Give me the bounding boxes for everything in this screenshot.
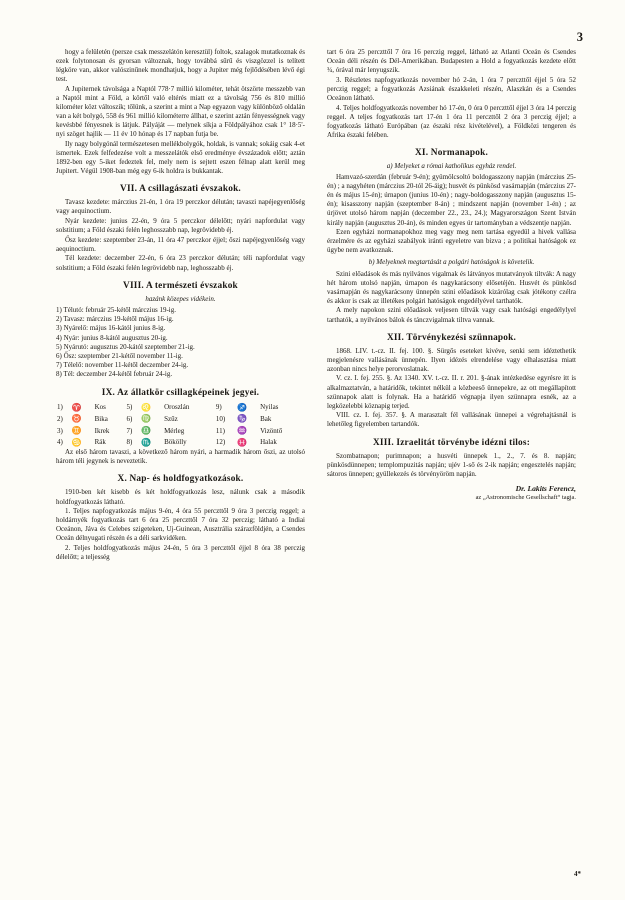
section-heading-12: XII. Törvénykezési szünnapok. [386, 332, 517, 343]
paragraph: Szini előadások és más nyilvános vigalmak és látványos mutatványok tiltvák: A nagy hét három utolsó napján, úrnapon és nagykarácsony elősetéjén. Husvét és pünkösd vasárnapján és nagykarácsony ünnepén szini előadások kizárólag csak jótékony czélra és akkor is csak az illetékes polgári hatóságok engedélyével tarthatók. [327, 269, 576, 305]
zodiac-name: Bika [94, 415, 108, 424]
paragraph: A mely napokon szini előadások veljesen tiltvák vagy csak hatósági engedélylyel tarthatók, a nyilvános bálok és tánczvigalmak tiltva vannak. [327, 306, 576, 324]
zodiac-name: Rák [94, 438, 106, 447]
list-item: 5) Nyárutó: augusztus 20-kától szeptember 21-ig. [56, 342, 195, 351]
taurus-icon: ♉ [71, 414, 82, 424]
zodiac-name: Szűz [164, 415, 178, 424]
section-heading-13: XIII. Izraelitát törvénybe idézni tilos: [373, 437, 530, 448]
zodiac-num: 10) [215, 415, 226, 424]
paragraph: Ősz kezdete: szeptember 23-án, 11 óra 47 perczkor éjjel; őszi napéjegyenlőség vagy aequinoctium. [56, 235, 305, 253]
right-column [327, 48, 576, 868]
table-row [56, 413, 305, 425]
author-affiliation: az „Astronomische Gesellschaft“ tagja. [475, 493, 576, 501]
list-item: 3) Nyárelő: május 16-kától junius 8-ig. [56, 324, 166, 333]
page-number: 3 [576, 30, 583, 44]
left-column [56, 48, 305, 868]
pisces-icon: ♓ [237, 437, 248, 447]
paragraph: Hamvazó-szerdán (február 9-én); gyümölcsoltó boldogasszony napján (márczius 25-én) ; a nagyhéten (márczius 20-tól 26-áig); husvét és pünkösd vasárnapján (márczius 27-én és május 15-én); úrnapon (junius 10-én) ; nagy-boldogasszony napján (augusztus 15-én); kisasszony napján (szeptember 8-án) ; mindszent napján (november 1-én) ; az úrjövet utolsó három napján (deczember 22., 23., 24.); Magyarországon Szent István király napján (augusztus 20-án), és minden egyes úr tartományban a védszentje napján. [327, 173, 576, 227]
list-item: 2) Tavasz: márczius 19-kétől május 16-ig. [56, 315, 174, 324]
author-signature: Dr. Lakits Ferencz, [515, 483, 576, 493]
paragraph: hogy a felületén (persze csak messzelátón keresztül) foltok, szalagok mutatkoznak és ezek folytonosan és gyorsan változnak, hogy továbbá sűrű és viszgözzel is telített légköre van, akkor valószinűnek mondhatjuk, hogy a Jupiter még fejlődésében lévő égi test. [56, 48, 305, 84]
zodiac-name: Halak [260, 438, 277, 447]
zodiac-num: 4) [57, 438, 63, 447]
zodiac-num: 12) [215, 438, 226, 447]
section-heading-10: X. Nap- és holdfogyatkozások. [117, 474, 244, 485]
zodiac-num: 9) [215, 403, 222, 412]
zodiac-name: Bak [260, 415, 272, 424]
list-item: 7) Télelő: november 11-kétől deczember 24-ig. [56, 361, 189, 370]
list-item: 1) Télutó: február 25-kétől márczius 19-ig. [56, 305, 176, 314]
zodiac-name: Oroszlán [164, 403, 190, 412]
libra-icon: ♎ [141, 425, 152, 435]
paragraph: 3. Részletes napfogyatkozás november hó 2-án, 1 óra 7 perczttől éjjel 5 óra 52 perczig reggel; a fogyatkozás Azsiának északkeleti részén, Alaszkán és a Csendes Oceánon látható. [327, 75, 576, 102]
paragraph: 1868. LIV. t.-cz. II. fej. 100. §. Sürgős eseteket kivéve, senki sem idéztethetik megjelenésre vallásának ünnepén. Ilyen idézés elrendelése vagy elhalasztása miatt azonban nincs helye perorvoslatnak. [327, 346, 576, 373]
zodiac-num: 6) [126, 415, 133, 424]
paragraph: 4. Teljes holdfogyatkozás november hó 17-én, 0 óra 0 perczttől éjjel 3 óra 14 perczig reggel. A teljes fogyatkozás tart 17-én 1 óra 11 perczttől 2 óra 3 perczig éjjel; a fogyatkozás látható Európában (az északi rész kivételével), a Földközi tengeren és Afrika északi felében. [327, 103, 576, 139]
zodiac-num: 3) [57, 426, 63, 435]
cancer-icon: ♋ [71, 437, 82, 447]
zodiac-num: 8) [126, 438, 133, 447]
zodiac-name: Vizöntő [260, 426, 283, 435]
zodiac-table [56, 402, 305, 448]
paragraph: Ezen egyházi normanapokhoz meg vagy meg nem tartása egyedül a hivek vallása érzelmére és az egyházi szabályok iránti egyeletre van bizva ; a politikai hatóságok ez ügybe nem avatkoznak. [327, 228, 576, 255]
section-11-subtitle-b: b) Melyeknek megtartását a polgári hatóságok is követelik. [368, 258, 535, 267]
sagittarius-icon: ♐ [237, 402, 248, 412]
list-item: 8) Tél: deczember 24-kétől február 24-ig. [56, 370, 173, 379]
zodiac-name: Bökölly [164, 438, 187, 447]
paragraph: tart 6 óra 25 perczttől 7 óra 16 perczig reggel, látható az Atlanti Oceán és Csendes Oceán déli részén és Dél-Amerikában. Budapesten a Hold a fogyatkozás kezdete előtt ¾, órával már lenyugszik. [327, 48, 576, 75]
zodiac-num: 11) [215, 426, 225, 435]
paragraph: VIII. cz. I. fej. 357. §. A marasztalt fél vallásának ünnepei a végrehajtásnál is lehetőleg figyelemben tartandók. [327, 411, 576, 429]
section-heading-11: XI. Normanapok. [415, 147, 488, 158]
table-row [56, 437, 305, 449]
list-item: 6) Ősz: szeptember 21-kétől november 11-ig. [56, 351, 183, 360]
section-heading-9: IX. Az állatkör csillagképeinek jegyei. [101, 387, 260, 398]
aquarius-icon: ♒ [237, 425, 248, 435]
section-heading-7: VII. A csillagászati évszakok. [120, 184, 241, 195]
leo-icon: ♌ [141, 402, 152, 412]
table-row [56, 402, 305, 414]
section-11-subtitle-a: a) Melyeket a római katholikus egyház rendel. [386, 162, 517, 171]
paragraph: Nyár kezdete: junius 22-én, 9 óra 5 perczkor délelőtt; nyári napfordulat vagy solstitium; a Föld északi felén leghosszabb nap, legrövidebb éj. [56, 217, 305, 235]
section-heading-8: VIII. A természeti évszakok [123, 280, 238, 291]
paragraph: 2. Teljes holdfogyatkozás május 24-én, 5 óra 3 perczttől éjjel 8 óra 38 perczig délelőtt; a teljesség [56, 543, 305, 562]
zodiac-name: Ikrek [94, 426, 110, 435]
gemini-icon: ♊ [71, 425, 82, 435]
virgo-icon: ♍ [141, 414, 152, 424]
paragraph: Szombatnapon; purimnapon; a husvéti ünnepek 1., 2., 7. és 8. napján; pünkösdünnepen; templompuzitás napján; ujév 1-ső és 2-ik napján; engesztelés napján; sátoros ünnepen; gyüllekezés és törvényöröm napján. [327, 451, 576, 478]
scorpio-icon: ♏ [141, 437, 152, 447]
list-item: 4) Nyár: junius 8-kától augusztus 20-ig. [56, 333, 168, 342]
zodiac-num: 1) [57, 403, 63, 412]
zodiac-name: Mérleg [164, 426, 185, 435]
paragraph: V. cz. I. fej. 255. §. Az 1340. XV. t.-cz. II. r. 201. §-ának intézkedése egyrésre itt is alkalmaztatván, a határidők, tekintet nélkül a közbeeső ünnepekre, az ott megállapított szünnapok alatt is folynak. Ha a határidő végnapja ilyen szünnapra esnék, az a legközelebbi köznapig terjed. [327, 374, 576, 410]
paragraph: 1. Teljes napfogyatkozás május 9-én, 4 óra 55 perczttől 9 óra 3 perczig reggel; a holdárnyék fogyatkozás tart 6 óra 25 perczttől 7 óra 32 perczig; látható a Indiai Oceánon, Jáva és Celebes szigeteken, Uj-Guinean, Ausztrália szárazföldjén, a Csendes Oceán délnyugati részén és a déli sarkvidéken. [56, 507, 305, 543]
paragraph: Tavasz kezdete: márczius 21-én, 1 óra 19 perczkor délután; tavaszi napéjegyenlőség vagy aequinoctium. [56, 198, 305, 216]
aries-icon: ♈ [71, 402, 82, 412]
zodiac-num: 2) [57, 415, 63, 424]
zodiac-name: Kos [94, 403, 106, 412]
paragraph: Az első három tavaszi, a következő három nyári, a harmadik három őszi, az utolsó három téli jegynek is neveztetik. [56, 448, 305, 466]
zodiac-num: 5) [126, 403, 133, 412]
folio-mark: 4* [574, 870, 581, 878]
zodiac-num: 7) [126, 426, 133, 435]
capricorn-icon: ♑ [237, 414, 248, 424]
table-row [56, 425, 305, 437]
paragraph: Tél kezdete: deczember 22-én, 6 óra 23 perczkor délután; téli napfordulat vagy solstitium; a Föld északi felén legrövidebb nap, leghosszabb éj. [56, 254, 305, 272]
paragraph: A Jupiternek távolsága a Naptól 778·7 millió kilométer, tehát ötszörte messzebb van a Naptól mint a Föld, a körtől való eltérés miatt ez a távolság 756 és 810 millió kilométer közt váltoszik; tőlünk, a szerint a mint a Nap egyazon vagy különböző oldalán van a két bolygó, 558 és 961 millió kilométerre állhat, e szerint aztán fényességnek vagy kevésbbé fényesnek is látjuk. Pályáját — melynek síkja a Földpályához csak 1° 18·5'-nyi szöget hajlik — 11 év 10 hónap és 17 napban futja be. [56, 84, 305, 139]
section-8-subtitle: hazánk közepes vidékein. [145, 294, 216, 303]
paragraph: Ily nagy bolygónál természetesen mellékbolygók, holdak, is vannak; sokáig csak 4-et ismertek. Ezek felfedezése volt a messzelátók első eredménye évszázadok előtt; aztán 1892-ben egy 5-iket fedeztek fel, mely nem is sejtett eszen félnap alatt kerül meg Jupitert. Végül 1908-ban még egy 6-ik holdra is bukkantak. [56, 139, 305, 176]
paragraph: 1910-ben két kisebb és két holdfogyatkozás lesz, nálunk csak a második holdfogyatkozás látható. [56, 488, 305, 506]
zodiac-name: Nyilas [260, 403, 279, 412]
two-column-layout [56, 48, 576, 868]
